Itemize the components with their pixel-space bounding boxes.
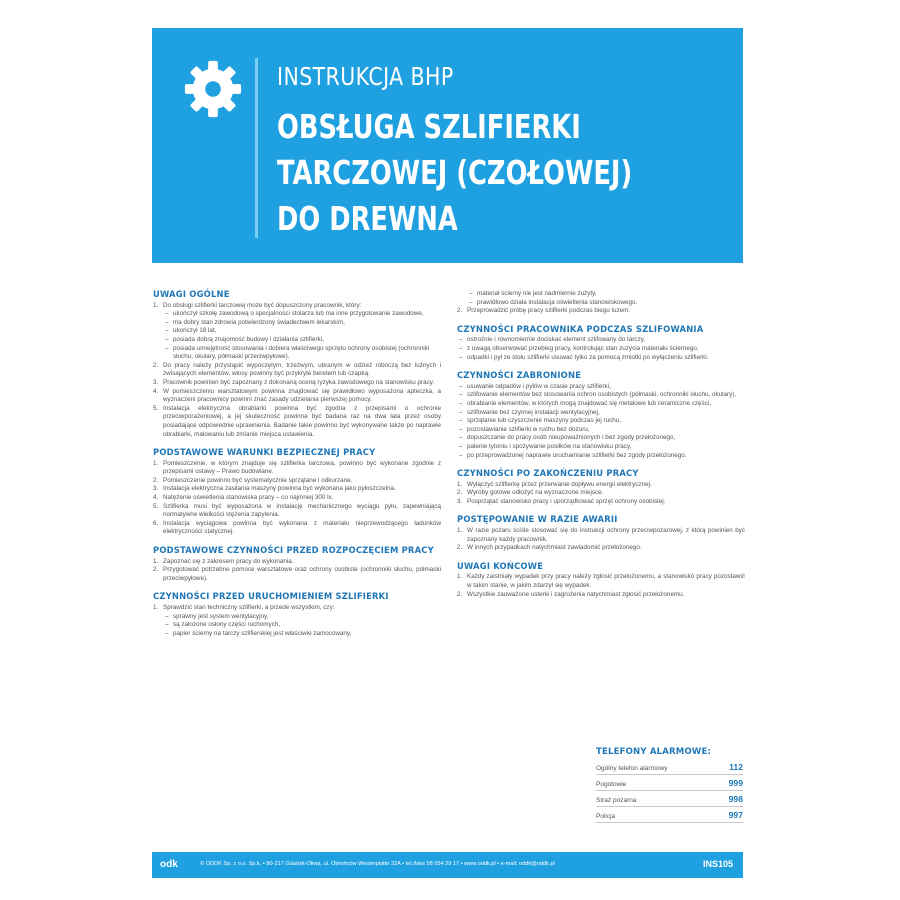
sub-item: – posiada umiejętność stosowania i dobiera właściwego sprzętu ochrony osobistej (ochronniki słuchu, okulary, półmaski przeciwpyłowe). xyxy=(165,344,430,361)
list-item: – obrabianie elementów, w których mogą znajdować się metalowe lub ceramiczne części, xyxy=(459,399,711,407)
sub-item: – ukończył szkołę zawodową o specjalności stolarza lub ma inne przygotowanie zawodowe, xyxy=(165,310,424,318)
phone-number: 112 xyxy=(729,762,743,772)
section-title: CZYNNOŚCI ZABRONIONE xyxy=(457,370,582,381)
section-title: CZYNNOŚCI PO ZAKOŃCZENIU PRACY xyxy=(457,468,639,479)
list-item: 1. Sprawdzić stan techniczny szlifierki, a przede wszystkim, czy: xyxy=(153,604,335,611)
sub-item: – posiada dobrą znajomość budowy i działania szlifierki, xyxy=(165,335,324,343)
sub-item: – papier ścierny na tarczy szlifierskiej jest właściwie zamocowany, xyxy=(165,629,352,637)
list-item: – usuwanie odpadów i pyłów w czasie pracy szlifierki, xyxy=(459,382,611,390)
list-item: 3. Pracownik powinien być zapoznany z dokonaną oceną ryzyka zawodowego na stanowisku pracy. xyxy=(153,378,435,386)
phone-number: 999 xyxy=(728,778,743,788)
header-banner xyxy=(152,28,743,263)
section-title: POSTĘPOWANIE W RAZIE AWARII xyxy=(457,514,618,525)
section-before-start xyxy=(153,592,441,638)
section-title: PODSTAWOWE CZYNNOŚCI PRZED ROZPOCZĘCIEM PRACY xyxy=(153,545,434,556)
document-title xyxy=(277,104,632,242)
list-item: 5. Instalacja elektryczna obrabiarki powinna być zgodna z przepisami o ochronie przeciwporażeniowej, a jej skuteczność powinna być badana raz na dwa lata przez osoby posiadające odpowiednie uprawnienia. Badanie takie powinno być wykonywane także po naprawie obrabiarki, malowaniu lub zmianie miejsca ustawienia. xyxy=(153,404,441,438)
section-final-notes xyxy=(457,562,745,599)
list-item: 1. W razie pożaru ściśle stosować się do instrukcji ochrony przeciwpożarowej, z którą powinien być zapoznany każdy pracownik. xyxy=(457,527,745,543)
sub-item: – materiał ścierny nie jest nadmiernie zużyty, xyxy=(469,290,597,297)
section-title: UWAGI OGÓLNE xyxy=(153,289,230,299)
list-item: – pozostawianie szlifierki w ruchu bez dozoru, xyxy=(459,425,590,433)
list-item: 3. Posprzątać stanowisko pracy i uporządkować sprzęt ochrony osobistej. xyxy=(457,497,666,505)
phone-number: 998 xyxy=(728,794,743,804)
header-divider xyxy=(255,58,258,238)
list-item: 2. Przygotować potrzebne pomoce warsztatowe oraz ochrony osobiste (ochronniki słuchu, półmaski przeciwpyłowe). xyxy=(153,566,441,582)
list-item: – szlifowanie bez czynnej instalacji wentylacyjnej, xyxy=(459,408,600,416)
sub-item: – ukończył 18 lat, xyxy=(165,327,217,335)
title-line: TARCZOWEJ (CZOŁOWEJ) xyxy=(277,153,633,192)
list-item: 1. Każdy zaistniały wypadek przy pracy należy zgłosić przełożonemu, a stanowisko pracy pozostawić w takim stanie, w jakim zdarzył się wypadek. xyxy=(457,573,745,590)
gear-icon xyxy=(182,58,244,120)
emergency-phones xyxy=(596,747,743,823)
list-item: 1. Wyłączyć szlifierkę przez przerwanie dopływu energii elektrycznej. xyxy=(457,480,652,488)
list-item: 2. Wyroby gotowe odłożyć na wyznaczone miejsce. xyxy=(457,489,604,497)
sub-item: – są założone osłony części ruchomych, xyxy=(165,621,281,629)
list-item: 4. W pomieszczeniu warsztatowym powinna znajdować się prawidłowo wyposażona apteczka, a wyznaczeni pracownicy powinni znać zasady udzielania pierwszej pomocy. xyxy=(153,387,441,404)
phone-number: 997 xyxy=(728,810,743,820)
list-item: 3. Instalacja elektryczna zasilania maszyny powinna być wykonana jako pyłoszczelna. xyxy=(153,485,396,493)
list-item: 2. W innych przypadkach natychmiast zawiadomić przełożonego. xyxy=(457,544,642,552)
list-item: 2. Przeprowadzić próbę pracy szlifierki podczas biegu luzem. xyxy=(457,307,631,315)
list-item: – ostrożnie i równomiernie dociskać element szlifowany do tarczy, xyxy=(459,336,646,344)
section-general xyxy=(153,290,441,439)
phone-row xyxy=(596,775,743,791)
section-failure xyxy=(457,515,745,552)
document-code: INS105 xyxy=(702,859,733,869)
title-line: DO DREWNA xyxy=(277,199,458,238)
list-item: – po przeprowadzonej naprawie uruchamianie szlifierki bez zgody przełożonego. xyxy=(459,451,687,459)
sub-item: – prawidłowo działa instalacja oświetlenia stanowiskowego. xyxy=(469,298,638,306)
footer-bar xyxy=(152,852,743,878)
section-title: PODSTAWOWE WARUNKI BEZPIECZNEJ PRACY xyxy=(153,447,376,458)
section-title: CZYNNOŚCI PRZED URUCHOMIENIEM SZLIFIERKI xyxy=(153,591,389,602)
list-item: 5. Szlifierka musi być wyposażona w instalację mechanicznego wyciągu pyłu, zapewniającą normatywne wielkości stężenia zapylenia. xyxy=(153,502,441,519)
phone-label: Ogólny telefon alarmowy xyxy=(596,765,668,772)
left-column xyxy=(153,290,441,647)
list-item: 1. Pomieszczenie, w którym znajduje się szlifierka tarczowa, powinno być wykonane zgodnie z przepisami ustawy – Prawo budowlane. xyxy=(153,459,441,476)
phone-label: Policja xyxy=(596,813,616,820)
sub-item: – sprawny jest system wentylacyjny, xyxy=(165,612,269,620)
phone-label: Straż pożarna xyxy=(596,797,637,804)
list-item: – dopuszczanie do pracy osób nieupoważnionych i bez zgody przełożonego, xyxy=(459,434,676,442)
oddk-logo: odk xyxy=(160,859,178,870)
list-item: 4. Natężenie oświetlenia stanowiska pracy – co najmniej 300 lx. xyxy=(153,494,334,502)
right-column xyxy=(457,290,745,608)
list-item: – szlifowanie elementów bez stosowania ochron osobistych (półmaski, ochronniki słuchu, okulary), xyxy=(459,391,737,399)
section-title: CZYNNOŚCI PRACOWNIKA PODCZAS SZLIFOWANIA xyxy=(457,323,704,334)
list-item: 1. Do obsługi szlifierki tarczowej może być dopuszczony pracownik, który: xyxy=(153,301,362,309)
section-before-start-continued xyxy=(457,290,745,316)
phones-title: TELEFONY ALARMOWE: xyxy=(596,747,712,757)
list-item: 1. Zapoznać się z zakresem pracy do wykonania. xyxy=(153,557,294,565)
sub-item: – ma dobry stan zdrowia potwierdzony świadectwem lekarskim, xyxy=(165,318,345,326)
section-title: UWAGI KOŃCOWE xyxy=(457,560,544,571)
section-basic-conditions xyxy=(153,448,441,537)
list-item: – palenie tytoniu i spożywanie posiłków na stanowisku pracy, xyxy=(459,442,632,450)
section-after-work xyxy=(457,469,745,506)
section-during-grinding xyxy=(457,325,745,362)
list-item: – odpadki i pył ze stołu szlifierki usuwać tylko za pomocą zmiotki po wyłączeniu szlifierki. xyxy=(459,353,709,361)
list-item: – sprzątanie lub czyszczenie maszyny podczas jej ruchu, xyxy=(459,417,621,425)
list-item: 2. Do pracy należy przystąpić wypoczętym, trzeźwym, ubranym w odzież roboczą bez luźnych i zwisających elementów, włosy powinny być przykryte beretem lub czapką. xyxy=(153,361,441,378)
section-before-work xyxy=(153,546,441,583)
phone-row xyxy=(596,791,743,807)
list-item: – z uwagą obserwować przebieg pracy, kontrolując stan zużycia materiału ściernego, xyxy=(459,344,699,352)
phone-row xyxy=(596,807,743,823)
title-line: OBSŁUGA SZLIFIERKI xyxy=(277,107,581,146)
footer-contact: © ODDK Sp. z o.o. Sp.k. • 80-317 Gdańsk-Oliwa, ul. Obrońców Westerplatte 32A • tel./faks 58 554 29 17 • www.oddk.pl • e-mail: oddk@oddk.pl xyxy=(200,861,555,867)
list-item: 2. Wszystkie zauważone usterki i zagrożenia natychmiast zgłosić przełożonemu. xyxy=(457,590,685,598)
phone-row xyxy=(596,759,743,775)
list-item: 2. Pomieszczenie powinno być systematycznie sprzątane i odkurzane. xyxy=(153,476,353,484)
list-item: 6. Instalacja wyciągowa powinna być wykonana z materiału nieprzewodzącego ładunków elektryczności statycznej. xyxy=(153,519,441,536)
document-subtitle: INSTRUKCJA BHP xyxy=(277,62,454,91)
section-forbidden xyxy=(457,371,745,460)
phone-label: Pogotowie xyxy=(596,781,627,788)
